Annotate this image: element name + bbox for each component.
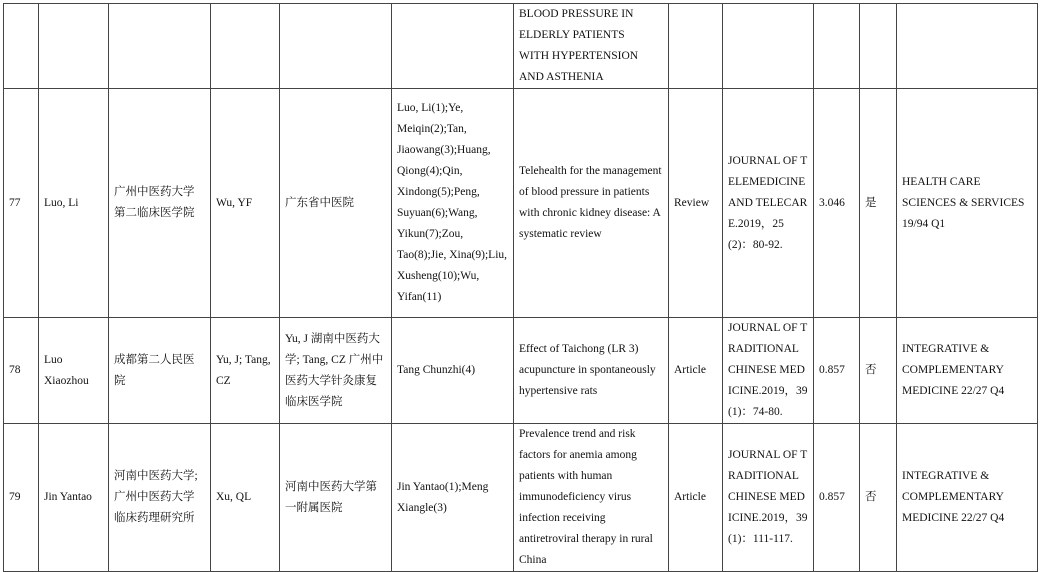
authors-cell: Jin Yantao(1);Meng Xiangle(3) (392, 424, 514, 572)
journal-cell (723, 4, 814, 89)
publication-table (3, 3, 1038, 572)
authors-cell: Tang Chunzhi(4) (392, 318, 514, 424)
table-row (4, 424, 1038, 572)
type-cell (669, 4, 723, 89)
impact-factor-cell: 0.857 (814, 424, 860, 572)
impact-factor-cell (814, 4, 860, 89)
flag-cell: 是 (860, 89, 897, 318)
corresponding-author-cell: Xu, QL (211, 424, 280, 572)
corresponding-affiliation-cell (280, 4, 392, 89)
flag-cell: 否 (860, 318, 897, 424)
no-cell (4, 4, 39, 89)
first-affiliation-cell: 成都第二人民医院 (109, 318, 211, 424)
authors-cell (392, 4, 514, 89)
title-cell: Telehealth for the management of blood pressure in patients with chronic kidney disease: A systematic review (514, 89, 669, 318)
category-cell: INTEGRATIVE & COMPLEMENTARY MEDICINE 22/27 Q4 (897, 318, 1038, 424)
flag-cell: 否 (860, 424, 897, 572)
journal-cell: JOURNAL OF TRADITIONAL CHINESE MEDICINE.2019，39(1)：74-80. (723, 318, 814, 424)
corresponding-author-cell (211, 4, 280, 89)
table-row (4, 318, 1038, 424)
table-row (4, 89, 1038, 318)
first-author-cell (39, 4, 109, 89)
corresponding-affiliation-cell: 广东省中医院 (280, 89, 392, 318)
title-cell: Prevalence trend and risk factors for anemia among patients with human immunodeficiency virus infection receiving antiretroviral therapy in rural China (514, 424, 669, 572)
journal-cell: JOURNAL OF TELEMEDICINE AND TELECARE.2019，25(2)：80-92. (723, 89, 814, 318)
no-cell: 77 (4, 89, 39, 318)
title-cell: Effect of Taichong (LR 3) acupuncture in spontaneously hypertensive rats (514, 318, 669, 424)
category-cell (897, 4, 1038, 89)
corresponding-affiliation-cell: 河南中医药大学第一附属医院 (280, 424, 392, 572)
first-author-cell: Luo Xiaozhou (39, 318, 109, 424)
impact-factor-cell: 0.857 (814, 318, 860, 424)
title-cell: BLOOD PRESSURE IN ELDERLY PATIENTS WITH HYPERTENSION AND ASTHENIA (514, 4, 669, 89)
flag-cell (860, 4, 897, 89)
impact-factor-cell: 3.046 (814, 89, 860, 318)
first-author-cell: Jin Yantao (39, 424, 109, 572)
authors-cell: Luo, Li(1);Ye, Meiqin(2);Tan, Jiaowang(3);Huang, Qiong(4);Qin, Xindong(5);Peng, Suyuan(6);Wang, Yikun(7);Zou, Tao(8);Jie, Xina(9);Liu, Xusheng(10);Wu, Yifan(11) (392, 89, 514, 318)
first-affiliation-cell: 广州中医药大学第二临床医学院 (109, 89, 211, 318)
type-cell: Article (669, 318, 723, 424)
first-affiliation-cell (109, 4, 211, 89)
corresponding-affiliation-cell: Yu, J 湖南中医药大学; Tang, CZ 广州中医药大学针灸康复临床医学院 (280, 318, 392, 424)
category-cell: HEALTH CARE SCIENCES & SERVICES 19/94 Q1 (897, 89, 1038, 318)
journal-cell: JOURNAL OF TRADITIONAL CHINESE MEDICINE.2019，39(1)：111-117. (723, 424, 814, 572)
no-cell: 79 (4, 424, 39, 572)
category-cell: INTEGRATIVE & COMPLEMENTARY MEDICINE 22/27 Q4 (897, 424, 1038, 572)
type-cell: Article (669, 424, 723, 572)
type-cell: Review (669, 89, 723, 318)
corresponding-author-cell: Wu, YF (211, 89, 280, 318)
table-row (4, 4, 1038, 89)
first-affiliation-cell: 河南中医药大学; 广州中医药大学临床药理研究所 (109, 424, 211, 572)
corresponding-author-cell: Yu, J; Tang, CZ (211, 318, 280, 424)
first-author-cell: Luo, Li (39, 89, 109, 318)
no-cell: 78 (4, 318, 39, 424)
